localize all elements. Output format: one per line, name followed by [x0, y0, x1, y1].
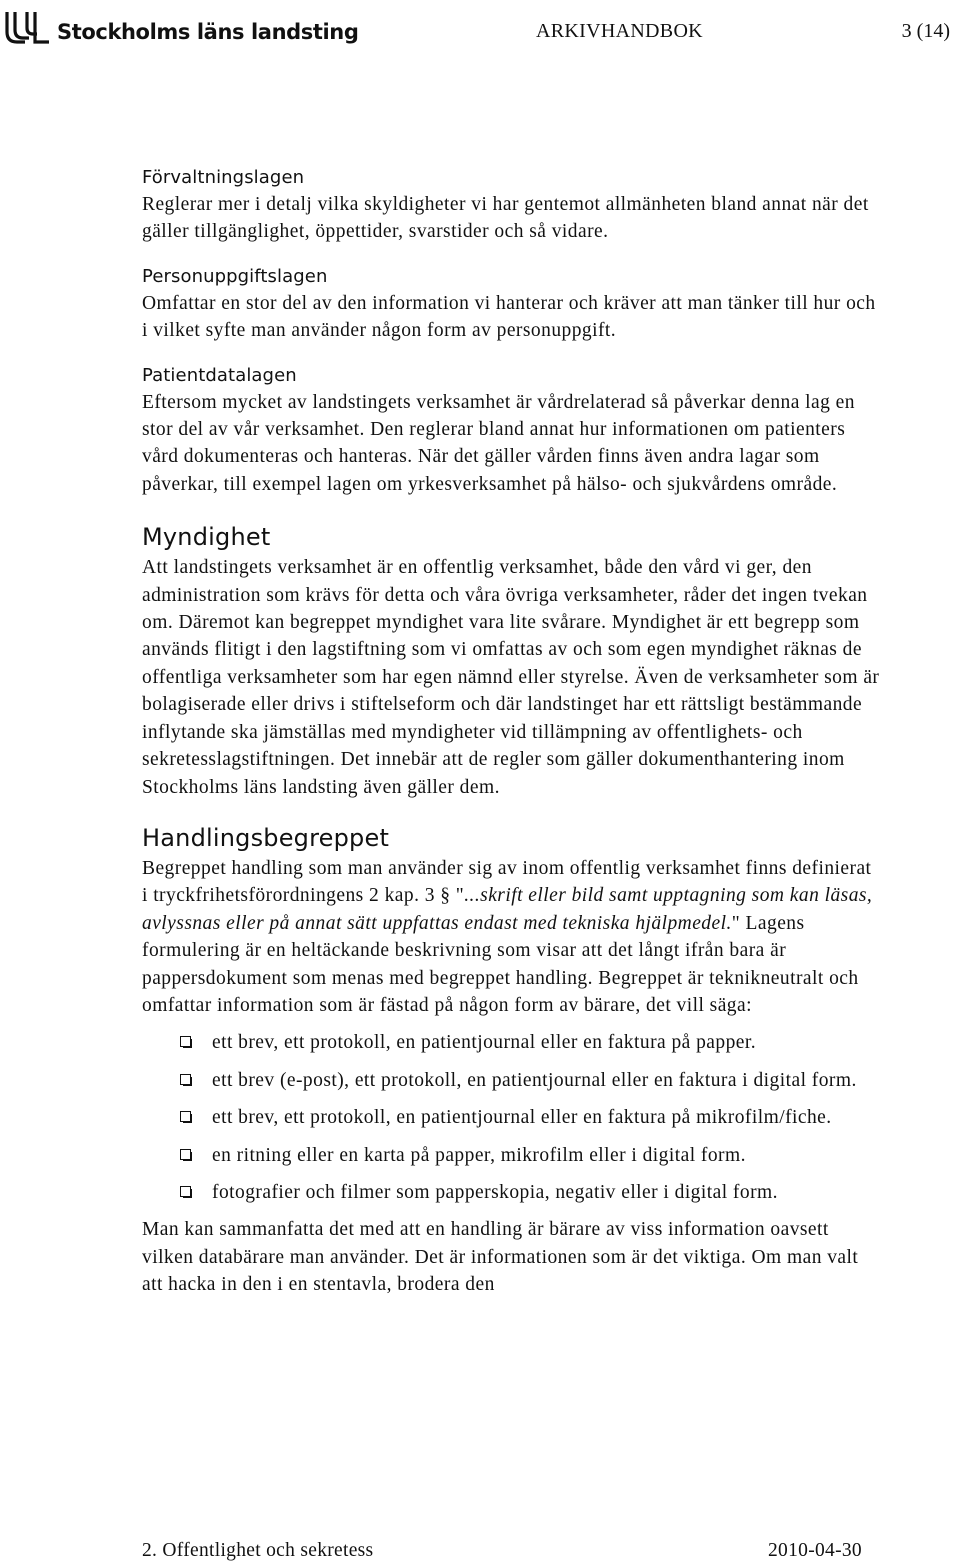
- footer-date: 2010-04-30: [768, 1540, 862, 1561]
- handling-text-after: " Lagens formulering är en heltäckande beskrivning som visar att det långt ifrån bara är pappersdokument som menas med begreppet handling. Begreppet är teknikneutralt och omfattar information som är fästad på någon form av bärare, det vill säga:: [142, 912, 859, 1016]
- heading-handlingsbegreppet: Handlingsbegreppet: [142, 823, 390, 852]
- list-item-text: ett brev (e-post), ett protokoll, en patientjournal eller en faktura i digital form.: [212, 1069, 857, 1091]
- paragraph-personuppgiftslagen: Omfattar en stor del av den information vi hanterar och kräver att man tänker till hur och i vilket syfte man använder någon form av personuppgift.: [142, 292, 876, 342]
- list-item: [142, 1142, 882, 1169]
- heading-forvaltningslagen: Förvaltningslagen: [142, 167, 305, 188]
- page-number: 3 (14): [901, 20, 950, 42]
- org-logo: [3, 12, 358, 46]
- list-item-text: ett brev, ett protokoll, en patientjournal eller en faktura på mikrofilm/fiche.: [212, 1107, 832, 1129]
- checkbox-bullet-icon: [180, 1149, 191, 1160]
- checkbox-bullet-icon: [180, 1111, 191, 1122]
- sll-logo-icon: [3, 12, 51, 46]
- page-header: [0, 0, 960, 70]
- document-title: ARKIVHANDBOK: [536, 20, 703, 42]
- org-name: Stockholms läns landsting: [57, 20, 359, 44]
- list-item-text: ett brev, ett protokoll, en patientjournal eller en faktura på papper.: [212, 1032, 757, 1054]
- paragraph-forvaltningslagen: Reglerar mer i detalj vilka skyldigheter vi har gentemot allmänheten bland annat när det gäller tillgänglighet, öppettider, svarstider och så vidare.: [142, 194, 869, 243]
- list-item-text: en ritning eller en karta på papper, mikrofilm eller i digital form.: [212, 1144, 746, 1166]
- heading-myndighet: Myndighet: [142, 523, 271, 552]
- handling-text-before: Begreppet handling som man använder sig av inom offentlig verksamhet finns definierat i tryckfrihetsförordningens 2 kap. 3 § ": [142, 857, 872, 907]
- paragraph-closing: Man kan sammanfatta det med att en handling är bärare av viss information oavsett vilken databärare man använder. Det är informationen som är det viktiga. Om man valt att hacka in den i en stentavla, brodera den: [142, 1219, 859, 1296]
- checkbox-bullet-icon: [180, 1074, 191, 1085]
- list-item-text: fotografier och filmer som papperskopia, negativ eller i digital form.: [212, 1181, 778, 1203]
- checkbox-bullet-icon: [180, 1036, 191, 1047]
- list-item: [142, 1179, 882, 1206]
- checkbox-bullet-icon: [180, 1186, 191, 1197]
- list-item: [142, 1104, 882, 1131]
- paragraph-handlingsbegreppet: [142, 855, 882, 1019]
- paragraph-myndighet: Att landstingets verksamhet är en offentlig verksamhet, både den vård vi ger, den administration som krävs för detta och våra övriga verksamheter, råder det ingen tvekan om. Däremot kan begreppet myndighet vara lite svårare. Myndighet är ett begrepp som används flitigt i den lagstiftning som vi omfattas av och som egen myndighet räknas de offentliga verksamheter som har egen nämnd eller styrelse. Även de verksamheter som är bolagiserade eller drivs i stiftelseform och där landstinget har ett rättsligt bestämmande inflytande ska jämställas med myndigheter vid tillämpning av offentlighets- och sekretesslagstiftningen. Det innebär att de regler som gäller dokumenthantering inom Stockholms läns landsting även gäller dem.: [142, 557, 880, 798]
- paragraph-patientdatalagen: Eftersom mycket av landstingets verksamhet är vårdrelaterad så påverkar denna lag en stor del av vår verksamhet. Den reglerar bland annat hur informationen om patienters vård dokumenteras och hanteras. När det gäller vården finns även andra lagar som påverkar, till exempel lagen om yrkesverksamhet på hälso- och sjukvårdens område.: [142, 391, 855, 495]
- carrier-list: [142, 1029, 882, 1206]
- heading-patientdatalagen: Patientdatalagen: [142, 364, 297, 386]
- list-item: [142, 1029, 882, 1056]
- footer-section: 2. Offentlighet och sekretess: [142, 1540, 374, 1561]
- law-quote: ...skrift eller bild samt upptagning som kan läsas, avlyssnas eller på annat sätt uppfattas endast med tekniska hjälpmedel.: [142, 885, 873, 934]
- heading-personuppgiftslagen: Personuppgiftslagen: [142, 265, 328, 287]
- document-body: [142, 164, 882, 1299]
- list-item: [142, 1067, 882, 1094]
